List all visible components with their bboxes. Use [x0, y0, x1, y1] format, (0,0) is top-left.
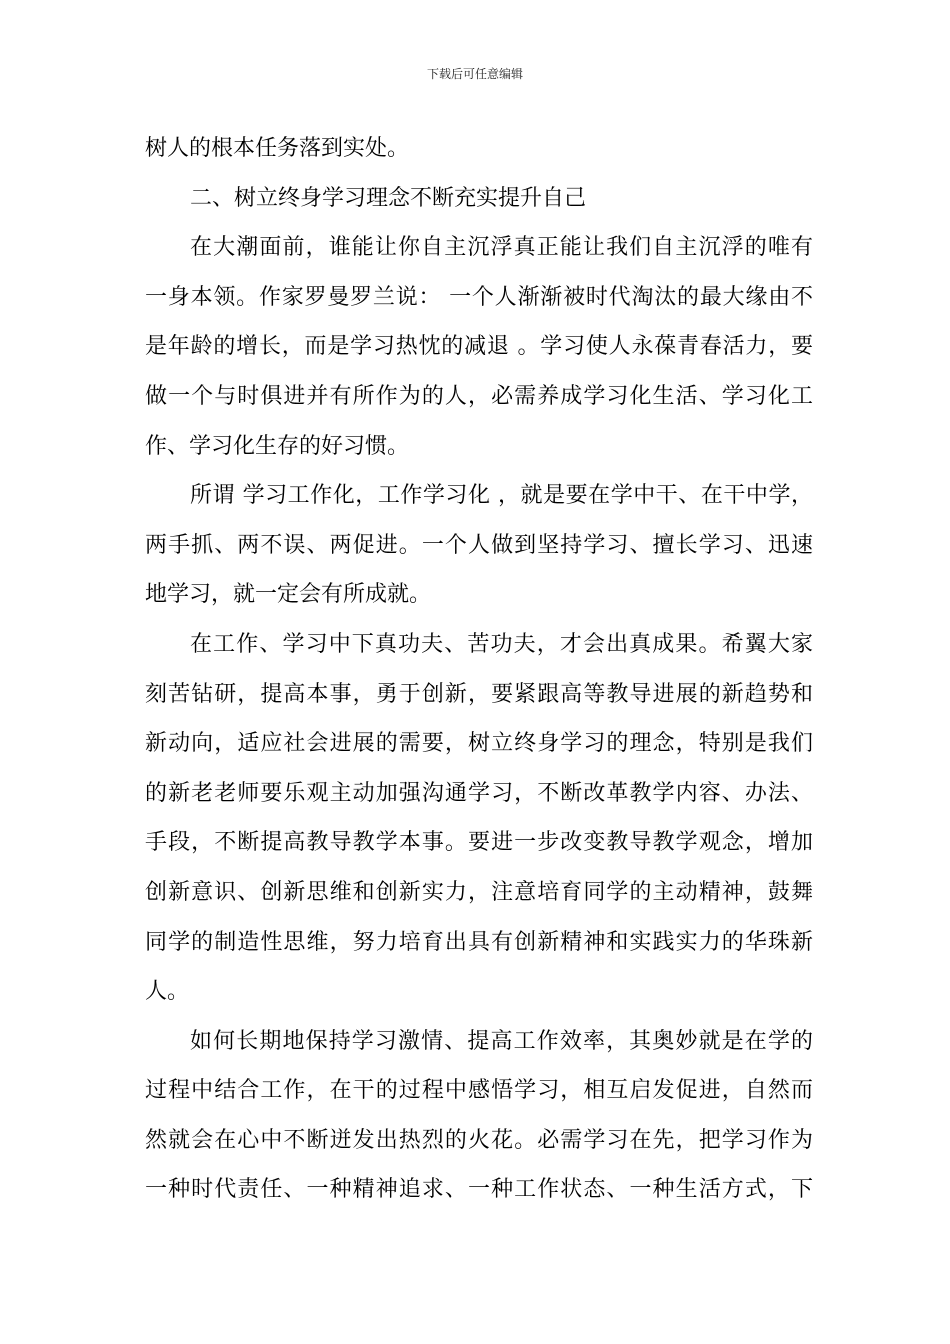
text-line: 人。: [145, 979, 190, 1005]
text-line: 的新老老师要乐观主动加强沟通学习，不断改革教学内容、办法、: [145, 780, 813, 806]
text-line: 作、学习化生存的好习惯。: [145, 433, 410, 459]
text-line: 然就会在心中不断迸发出热烈的火花。必需学习在先，把学习作为: [145, 1127, 813, 1153]
text-line: 手段，不断提高教导教学本事。要进一步改变教导教学观念，增加: [145, 830, 813, 856]
text-line: 新动向，适应社会进展的需要，树立终身学习的理念，特别是我们: [145, 731, 813, 757]
text-line: 如何长期地保持学习激情、提高工作效率，其奥妙就是在学的: [190, 1028, 813, 1054]
text-line: 同学的制造性思维，努力培育出具有创新精神和实践实力的华珠新: [145, 929, 813, 955]
text-line: 地学习，就一定会有所成就。: [145, 582, 432, 608]
text-line: 做一个与时俱进并有所作为的人，必需养成学习化生活、学习化工: [145, 383, 813, 409]
document-body: [145, 124, 813, 1215]
text-line: 是年龄的增长，而是学习热忱的减退 。学习使人永葆青春活力，要: [145, 334, 813, 360]
text-line: 两手抓、两不误、两促进。一个人做到坚持学习、擅长学习、迅速: [145, 532, 813, 558]
text-line: 在工作、学习中下真功夫、苦功夫，才会出真成果。希翼大家: [190, 631, 813, 657]
text-line: 一种时代责任、一种精神追求、一种工作状态、一种生活方式，下: [145, 1177, 813, 1203]
text-line: 树人的根本任务落到实处。: [145, 136, 410, 161]
text-line: 过程中结合工作，在干的过程中感悟学习，相互启发促进，自然而: [145, 1078, 813, 1104]
text-line: 二、树立终身学习理念不断充实提升自己: [190, 185, 587, 211]
text-line: 刻苦钻研，提高本事，勇于创新，要紧跟高等教导进展的新趋势和: [145, 681, 813, 707]
text-line: 创新意识、创新思维和创新实力，注意培育同学的主动精神，鼓舞: [145, 879, 813, 905]
text-line: 所谓 学习工作化，工作学习化 ，就是要在学中干、在干中学，: [190, 483, 813, 509]
page-header: 下载后可任意编辑: [426, 67, 523, 81]
text-line: 一身本领。作家罗曼罗兰说： 一个人渐渐被时代淘汰的最大缘由不: [145, 284, 813, 310]
text-line: 在大潮面前，谁能让你自主沉浮真正能让我们自主沉浮的唯有: [190, 235, 813, 261]
